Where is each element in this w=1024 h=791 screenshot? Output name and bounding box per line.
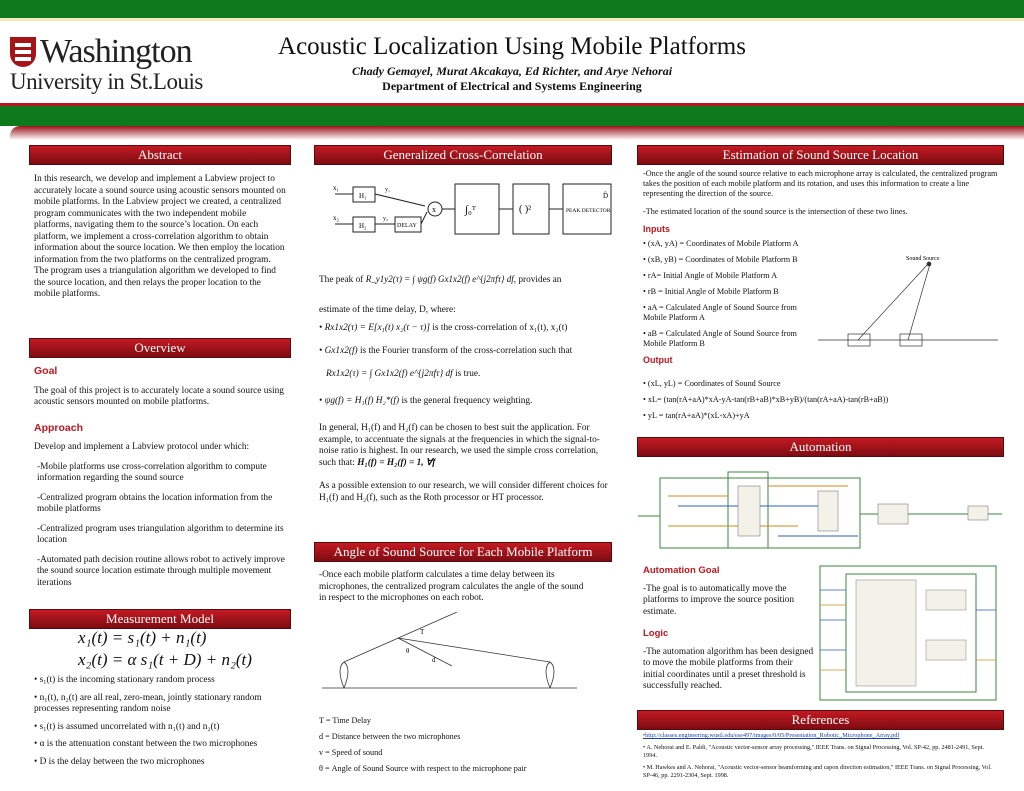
- abstract-heading: Abstract: [29, 145, 291, 165]
- measurement-heading: Measurement Model: [29, 609, 291, 629]
- estimation-outputs: [643, 379, 1003, 427]
- shield-icon: [10, 37, 36, 67]
- diagram-d-label: d: [432, 656, 436, 664]
- angle-heading: Angle of Sound Source for Each Mobile Platform: [314, 542, 612, 562]
- angle-defs: [319, 716, 609, 780]
- output-label: D̂: [603, 192, 609, 200]
- x1-label: x₁: [333, 184, 339, 192]
- inputs-title: Inputs: [643, 224, 670, 234]
- header-green-band: [0, 106, 1024, 126]
- gcc-para2: As a possible extension to our research, we will consider different choices for H₁(f) and H₂(f), such as the Roth processor or HT processor.: [319, 481, 608, 503]
- reference-item: • M. Hawkes and A. Nehorai, "Acoustic vector-sensor beamforming and capon direction estimation," IEEE Trans. on Signal Processing, Vol. SP-46, pp. 2291-2304, Sept. 1998.: [643, 764, 992, 779]
- gcc-bullet1: [319, 323, 619, 335]
- gcc-para1-formula: H₁(f) = H₂(f) = 1, ∀f: [357, 457, 436, 468]
- gcc-b2-text: is the Fourier transform of the cross-correlation such that: [359, 346, 573, 356]
- y1-label: y₁: [385, 187, 391, 193]
- diagram-theta-label: θ: [406, 647, 410, 655]
- overview-body: [34, 366, 286, 597]
- angle-def-item: v = Speed of sound: [319, 748, 383, 757]
- gcc-b3-text: is the general frequency weighting.: [401, 396, 533, 406]
- angle-def-item: T = Time Delay: [319, 716, 372, 725]
- automation-goal: [643, 565, 815, 701]
- gcc-b2-formula: • Gx1x2(f): [319, 346, 358, 356]
- approach-item: -Centralized program uses triangulation algorithm to determine its location: [37, 523, 284, 545]
- university-logo: [10, 33, 210, 93]
- overview-heading: Overview: [29, 338, 291, 358]
- gcc-bullet3: [319, 396, 619, 408]
- measurement-item: • s₁(t) is the incoming stationary random process: [34, 675, 215, 685]
- goal-title: Goal: [34, 365, 58, 377]
- approach-item: -Centralized program obtains the location information from the mobile platforms: [37, 492, 273, 514]
- input-item: • (xA, yA) = Coordinates of Mobile Platform A: [643, 239, 799, 248]
- diagram-t-label: T: [420, 628, 425, 636]
- measurement-list: [34, 675, 286, 774]
- references-list: [643, 732, 998, 784]
- references-heading: References: [637, 710, 1004, 730]
- triangulation-diagram: [818, 250, 998, 360]
- gcc-b3-formula: • ψg(f) = H₁(f) H₂*(f): [319, 396, 400, 406]
- output-item: • yL = tan(rA+aA)*(xL-xA)+yA: [643, 411, 750, 420]
- measurement-eq2: x₂(t) = α s₁(t + D) + n₂(t): [78, 650, 252, 669]
- input-item: • aA = Calculated Angle of Sound Source from Mobile Platform A: [643, 303, 797, 322]
- h2-label: H₂: [359, 222, 367, 230]
- h1-label: H₁: [359, 192, 367, 200]
- logo-line2: University in St.Louis: [10, 69, 203, 94]
- measurement-item: • n₁(t), n₂(t) are all real, zero-mean, jointly stationary random processes representing random noise: [34, 692, 262, 714]
- gcc-peak-formula: R_y1y2(τ) = ∫ ψg(f) Gx1x2(f) e^{j2πfτ} df,: [365, 274, 517, 284]
- reference-link[interactable]: •http://classes.engineering.wustl.edu/ese497/images/0/05/Presentation_Robotic_Microphone_Array.pdf: [643, 732, 900, 739]
- angle-def-item: θ = Angle of Sound Source with respect to the microphone pair: [319, 764, 527, 773]
- estimation-inputs: [643, 224, 815, 370]
- gcc-b1-text: is the cross-correlation of x₁(t), x₂(t): [432, 323, 568, 333]
- automation-heading: Automation: [637, 437, 1004, 457]
- gcc-bullet2-formula-line: [326, 369, 616, 381]
- angle-diagram: [322, 612, 577, 710]
- measurement-item: • D is the delay between the two microphones: [34, 756, 205, 767]
- logic-title: Logic: [643, 628, 669, 639]
- peak-label: PEAK DETECTOR: [566, 208, 611, 214]
- gcc-block-diagram: [325, 178, 615, 248]
- estimation-heading: Estimation of Sound Source Location: [637, 145, 1004, 165]
- output-title: Output: [643, 355, 673, 365]
- gcc-b2-text2: is true.: [455, 369, 481, 379]
- approach-item: -Mobile platforms use cross-correlation algorithm to compute information regarding the sound source: [37, 461, 267, 483]
- estimation-p1: -Once the angle of the sound source relative to each microphone array is calculated, the centralized program takes the position of each mobile platform and its rotation, and uses this information to create a line representing the direction of the source.: [643, 169, 998, 198]
- output-item: • (xL, yL) = Coordinates of Sound Source: [643, 379, 781, 388]
- gcc-peak-line: [319, 274, 619, 287]
- logic-text: -The automation algorithm has been designed to move the mobile platforms from their initial coordinates until a preset threshold is successfully reached.: [643, 646, 814, 691]
- abstract-text: In this research, we develop and implement a Labview project to accurately locate a sound source using acoustic sensors mounted on mobile platforms. In the Labview project we created, a centralized program communicates with the two independent mobile platforms, navigating them to the source’s location. On each platform, we implement a cross-correlation algorithm to obtain information about the source location. We then employ the location information from the two platforms on the centralized program. The program uses a triangulation algorithm we developed to find the source location, and then relays the proper location to the mobile platforms.: [34, 174, 286, 299]
- poster-header: [0, 21, 1024, 103]
- approach-item: -Automated path decision routine allows robot to actively improve the sound source location estimate through multiple movement iterations: [37, 554, 285, 588]
- gcc-para1: [319, 423, 609, 469]
- gcc-para1-text: In general, H₁(f) and H₂(f) can be chosen to best suit the application. For example, to accentuate the signals at the frequencies in which the signal-to-noise ratio is highest. In our research, we used the simple cross correlation, such that:: [319, 423, 600, 468]
- gcc-bullet2: [319, 346, 619, 358]
- measurement-eq1: x₁(t) = s₁(t) + n₁(t): [78, 628, 207, 647]
- integral-label: ∫₀ᵀ: [465, 204, 476, 216]
- reference-item: • A. Nehorai and E. Paldi, "Acoustic vector-sensor array processing," IEEE Trans. on Signal Processing, Vol. SP-42, pp. 2481-2491, Sept. 1994.: [643, 744, 984, 759]
- gcc-peak-suffix: provides an: [518, 275, 562, 285]
- gcc-estimate-line: estimate of the time delay, D, where:: [319, 305, 456, 315]
- input-item: • rA= Initial Angle of Mobile Platform A: [643, 271, 778, 280]
- angle-text: -Once each mobile platform calculates a time delay between its microphones, the centralized program calculates the angle of the sound in respect to the microphones on each robot.: [319, 570, 584, 603]
- gcc-b2-formula2: Rx1x2(τ) = ∫ Gx1x2(f) e^{j2πfτ} df: [326, 369, 453, 379]
- top-green-bar: [0, 0, 1024, 18]
- labview-logic-diagram: [816, 560, 1002, 706]
- gcc-peak-prefix: The peak of: [319, 275, 364, 285]
- input-item: • aB = Calculated Angle of Sound Source from Mobile Platform B: [643, 329, 797, 348]
- automation-goal-title: Automation Goal: [643, 565, 720, 576]
- square-label: ( )²: [519, 204, 532, 215]
- labview-block-diagram: [638, 466, 1002, 556]
- goal-text: The goal of this project is to accurately locate a sound source using acoustic sensors mounted on mobile platforms.: [34, 385, 284, 407]
- gcc-heading: Generalized Cross-Correlation: [314, 145, 612, 165]
- x2-label: x₂: [333, 214, 339, 222]
- gcc-b1-formula: • Rx1x2(τ) = E[x₁(t) x₂(t − τ)]: [319, 323, 431, 333]
- input-item: • rB = Initial Angle of Mobile Platform B: [643, 287, 779, 296]
- poster-department: Department of Electrical and Systems Engineering: [382, 79, 642, 93]
- mult-label: x: [432, 205, 436, 214]
- approach-intro: Develop and implement a Labview protocol under which:: [34, 442, 250, 452]
- automation-goal-text: -The goal is to automatically move the platforms to improve the source position estimate.: [643, 583, 795, 617]
- input-item: • (xB, yB) = Coordinates of Mobile Platform B: [643, 255, 798, 264]
- measurement-item: • s₁(t) is assumed uncorrelated with n₁(t) and n₂(t): [34, 721, 220, 732]
- poster-title: Acoustic Localization Using Mobile Platforms: [278, 33, 746, 60]
- y2-label: y₂: [383, 216, 389, 222]
- delay-label: DELAY: [397, 223, 417, 229]
- approach-title: Approach: [34, 421, 84, 434]
- angle-def-item: d = Distance between the two microphones: [319, 732, 461, 741]
- estimation-p2: -The estimated location of the sound source is the intersection of these two lines.: [643, 207, 908, 216]
- sound-source-label: Sound Source: [906, 256, 940, 262]
- logo-line1: Washington: [40, 33, 192, 70]
- output-item: • xL= (tan(rA+aA)*xA-yA-tan(rB+aB)*xB+yB)/(tan(rA+aA)-tan(rB+aB)): [643, 395, 889, 404]
- poster-authors: Chady Gemayel, Murat Akcakaya, Ed Richter, and Arye Nehorai: [351, 64, 673, 78]
- measurement-item: • α is the attenuation constant between the two microphones: [34, 739, 258, 749]
